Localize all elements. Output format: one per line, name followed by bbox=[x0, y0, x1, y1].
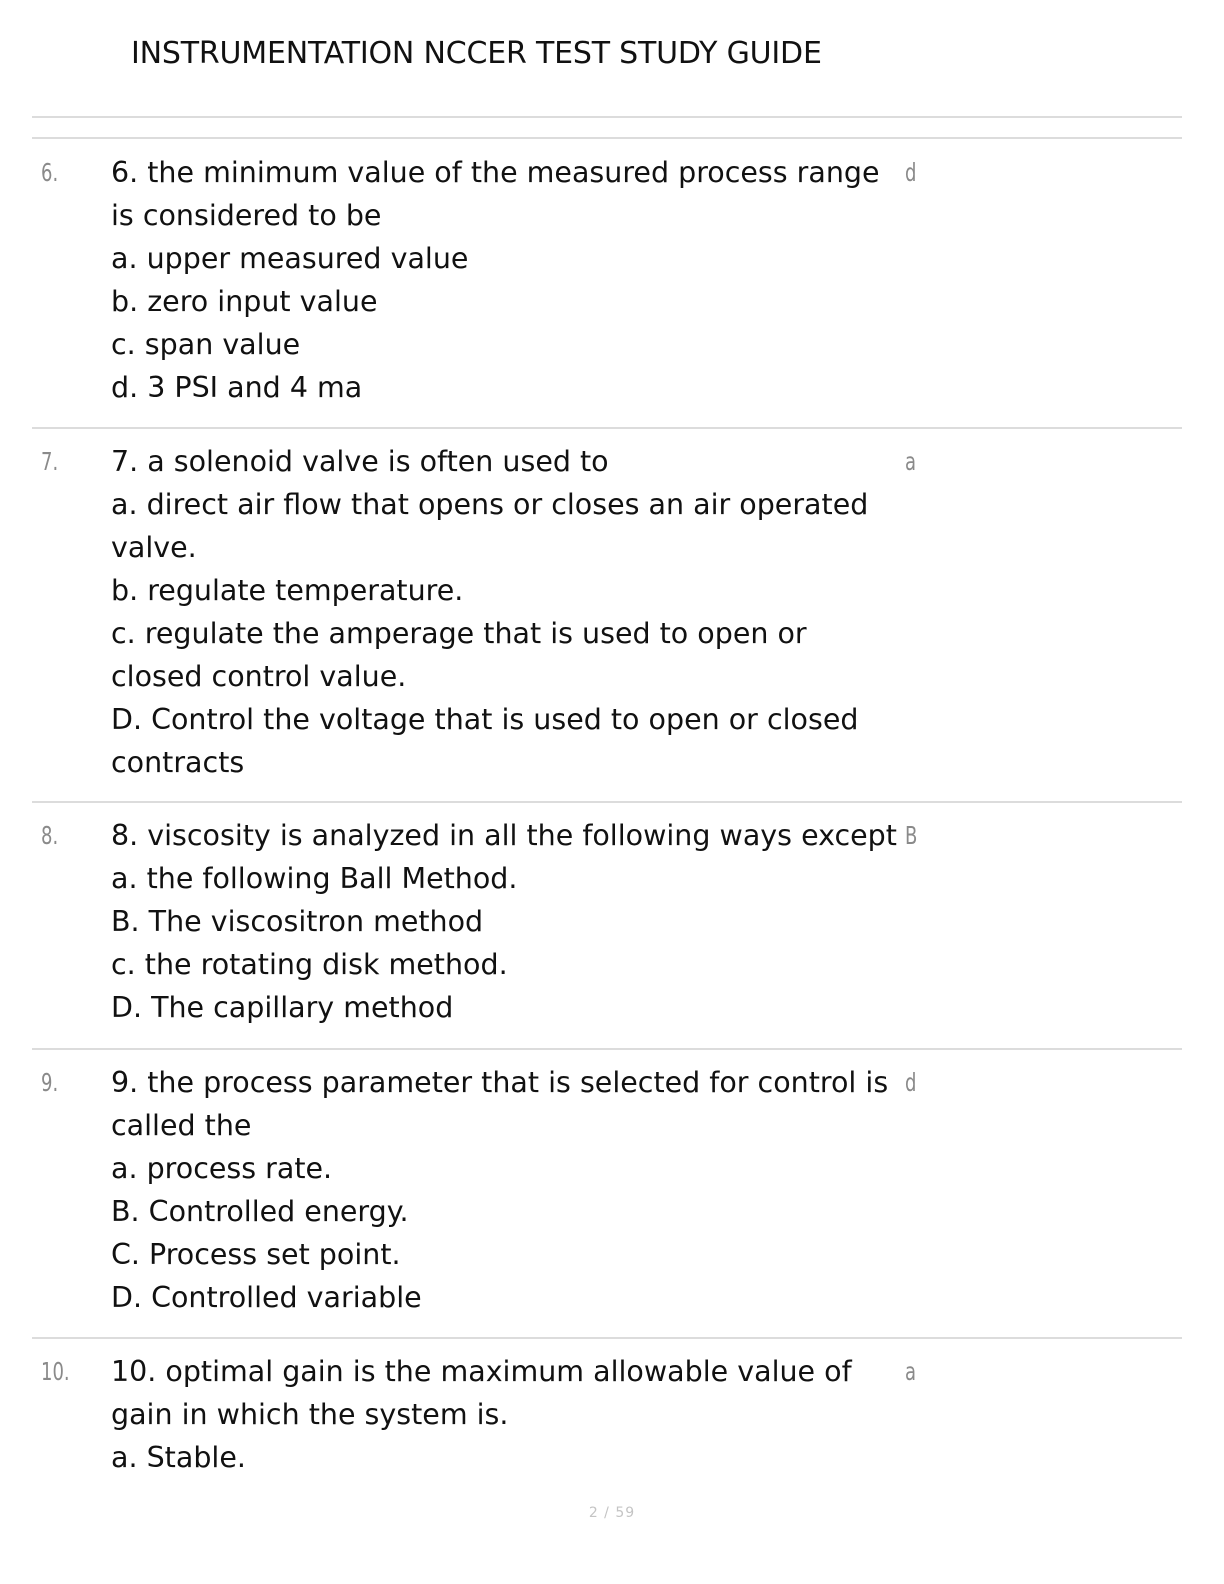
divider bbox=[32, 1337, 1182, 1339]
option-line: a. upper measured value bbox=[111, 242, 469, 275]
option-line: b. zero input value bbox=[111, 285, 378, 318]
card-number: 9. bbox=[41, 1068, 59, 1097]
document-title: INSTRUMENTATION NCCER TEST STUDY GUIDE bbox=[131, 36, 822, 71]
page-number: 2 / 59 bbox=[588, 1505, 636, 1521]
card-number: 6. bbox=[41, 158, 59, 187]
option-line: c. span value bbox=[111, 328, 301, 361]
question-line: gain in which the system is. bbox=[111, 1398, 509, 1431]
question-line: 9. the process parameter that is selected for control is bbox=[111, 1066, 889, 1099]
card-question bbox=[111, 1061, 901, 1319]
divider bbox=[32, 1048, 1182, 1050]
divider bbox=[32, 137, 1182, 139]
option-line: b. regulate temperature. bbox=[111, 574, 464, 607]
option-line: d. 3 PSI and 4 ma bbox=[111, 371, 363, 404]
card-question bbox=[111, 814, 901, 1029]
card-answer: a bbox=[905, 1357, 917, 1386]
option-line: C. Process set point. bbox=[111, 1238, 401, 1271]
question-line: 7. a solenoid valve is often used to bbox=[111, 445, 609, 478]
option-line: a. the following Ball Method. bbox=[111, 862, 518, 895]
option-line: a. process rate. bbox=[111, 1152, 333, 1185]
question-line: called the bbox=[111, 1109, 252, 1142]
card-question bbox=[111, 151, 901, 409]
question-line: 10. optimal gain is the maximum allowable value of bbox=[111, 1355, 852, 1388]
question-line: 6. the minimum value of the measured process range bbox=[111, 156, 880, 189]
card-question bbox=[111, 1350, 901, 1479]
option-line: D. Controlled variable bbox=[111, 1281, 422, 1314]
question-line: is considered to be bbox=[111, 199, 382, 232]
divider bbox=[32, 427, 1182, 429]
option-line: c. regulate the amperage that is used to open or bbox=[111, 617, 807, 650]
option-line: D. The capillary method bbox=[111, 991, 454, 1024]
divider bbox=[32, 801, 1182, 803]
card-answer: a bbox=[905, 447, 917, 476]
option-line: c. the rotating disk method. bbox=[111, 948, 508, 981]
card-number: 10. bbox=[41, 1357, 70, 1386]
card-number: 8. bbox=[41, 821, 59, 850]
question-line: 8. viscosity is analyzed in all the following ways except bbox=[111, 819, 897, 852]
option-line: B. Controlled energy. bbox=[111, 1195, 409, 1228]
option-line: a. Stable. bbox=[111, 1441, 246, 1474]
option-line: closed control value. bbox=[111, 660, 407, 693]
option-line: a. direct air flow that opens or closes an air operated bbox=[111, 488, 869, 521]
option-line: D. Control the voltage that is used to open or closed bbox=[111, 703, 859, 736]
header-divider bbox=[32, 116, 1182, 118]
card-answer: B bbox=[905, 821, 918, 850]
card-question bbox=[111, 440, 901, 784]
option-line: valve. bbox=[111, 531, 197, 564]
card-number: 7. bbox=[41, 447, 59, 476]
card-answer: d bbox=[905, 1068, 917, 1097]
option-line: B. The viscositron method bbox=[111, 905, 484, 938]
card-answer: d bbox=[905, 158, 917, 187]
option-line: contracts bbox=[111, 746, 245, 779]
